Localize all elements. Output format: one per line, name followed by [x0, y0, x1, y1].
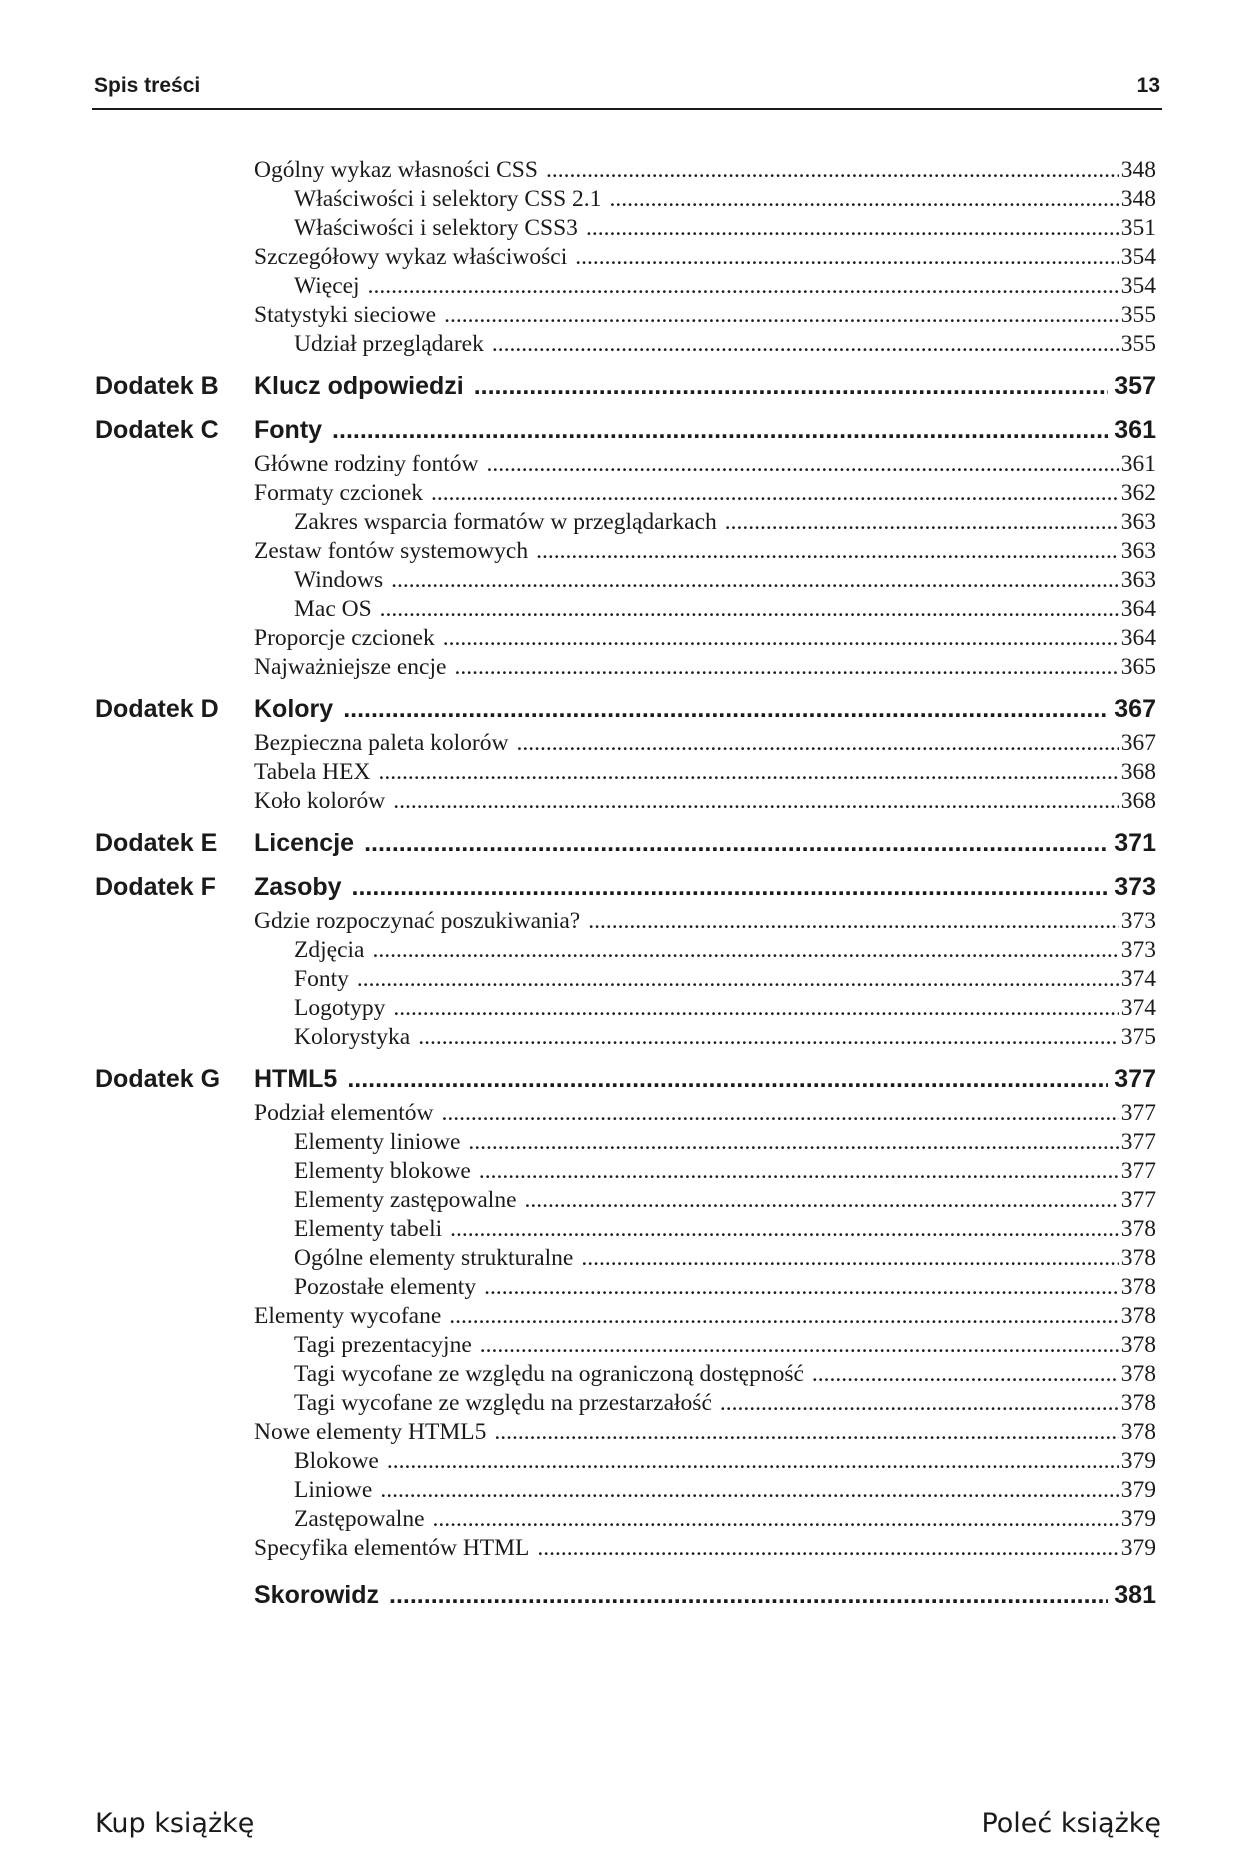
toc-entry-page: 355 — [1120, 302, 1156, 328]
dot-leader — [380, 595, 1119, 624]
dot-leader — [725, 508, 1119, 537]
dot-leader — [343, 693, 1108, 726]
toc-entry-title: Specyfika elementów HTML — [254, 1535, 530, 1561]
toc-entry-title: Zestaw fontów systemowych — [254, 538, 529, 564]
toc-entry-page: 371 — [1114, 829, 1156, 857]
toc-entry-title: Formaty czcionek — [254, 480, 424, 506]
dot-leader — [516, 729, 1118, 758]
toc-entry-page: 364 — [1120, 625, 1156, 651]
dot-leader — [575, 243, 1119, 272]
toc-entry-title: Mac OS — [294, 596, 372, 622]
dot-leader — [443, 624, 1119, 653]
toc-entry — [254, 624, 1156, 653]
dot-leader — [546, 156, 1119, 185]
table-of-contents — [0, 156, 1244, 1615]
toc-entry — [294, 1476, 1156, 1505]
toc-entry-page: 355 — [1120, 331, 1156, 357]
dot-leader — [431, 479, 1119, 508]
section-title: Spis treści — [94, 74, 201, 97]
toc-entry-title: Zakres wsparcia formatów w przeglądarkach — [294, 509, 717, 535]
toc-entry — [294, 1157, 1156, 1186]
toc-entry — [254, 1099, 1156, 1128]
dot-leader — [364, 827, 1108, 860]
toc-index-entry — [0, 1579, 1156, 1612]
toc-entry-title: Elementy blokowe — [294, 1158, 471, 1184]
toc-entry-title: Bezpieczna paleta kolorów — [254, 730, 509, 756]
toc-entry-title: Nowe elementy HTML5 — [254, 1419, 487, 1445]
toc-entry — [294, 1447, 1156, 1476]
toc-entry-title: Główne rodziny fontów — [254, 451, 479, 477]
toc-entry-page: 361 — [1114, 416, 1156, 444]
toc-entry-title: Statystyki sieciowe — [254, 302, 437, 328]
buy-book-link[interactable]: Kup książkę — [95, 1808, 255, 1839]
dot-leader — [468, 1128, 1118, 1157]
toc-entry-page: 378 — [1120, 1332, 1156, 1358]
toc-entry-page: 368 — [1120, 788, 1156, 814]
dot-leader — [393, 787, 1119, 816]
toc-entry-page: 373 — [1114, 873, 1156, 901]
toc-entry — [294, 1505, 1156, 1534]
toc-entry-title: Tabela HEX — [254, 759, 371, 785]
toc-entry-page: 377 — [1120, 1100, 1156, 1126]
toc-entry-title: Zastępowalne — [294, 1506, 425, 1532]
dot-leader — [389, 1579, 1108, 1612]
toc-entry — [254, 1534, 1156, 1563]
toc-entry — [294, 185, 1156, 214]
toc-entry-title: Ogólny wykaz własności CSS — [254, 157, 538, 183]
dot-leader — [494, 1418, 1118, 1447]
toc-entry-title: Pozostałe elementy — [294, 1274, 477, 1300]
toc-entry-page: 377 — [1114, 1065, 1156, 1093]
dot-leader — [372, 936, 1118, 965]
footer — [95, 1808, 1161, 1842]
toc-chapter-label: Dodatek C — [95, 416, 219, 444]
toc-entry-page: 379 — [1120, 1448, 1156, 1474]
toc-entry-page: 373 — [1120, 908, 1156, 934]
toc-entry — [294, 1273, 1156, 1302]
toc-entry-title: Podział elementów — [254, 1100, 434, 1126]
toc-entry — [294, 1186, 1156, 1215]
toc-chapter — [0, 827, 1156, 860]
toc-entry-page: 375 — [1120, 1024, 1156, 1050]
toc-entry-title: Szczegółowy wykaz właściwości — [254, 244, 568, 270]
dot-leader — [474, 370, 1109, 403]
toc-entry-page: 378 — [1120, 1303, 1156, 1329]
toc-entry-page: 381 — [1114, 1581, 1156, 1609]
toc-entry — [294, 1360, 1156, 1389]
toc-entry-page: 379 — [1120, 1535, 1156, 1561]
toc-entry — [294, 1331, 1156, 1360]
toc-entry — [254, 479, 1156, 508]
dot-leader — [387, 1447, 1119, 1476]
dot-leader — [433, 1505, 1119, 1534]
toc-entry-title: Elementy wycofane — [254, 1303, 442, 1329]
toc-entry-page: 378 — [1120, 1419, 1156, 1445]
toc-chapter-label: Dodatek F — [95, 873, 216, 901]
toc-entry-page: 348 — [1120, 186, 1156, 212]
toc-entry — [294, 566, 1156, 595]
toc-entry — [294, 595, 1156, 624]
dot-leader — [581, 1244, 1118, 1273]
toc-entry-page: 378 — [1120, 1361, 1156, 1387]
toc-entry-title: Liniowe — [294, 1477, 373, 1503]
dot-leader — [484, 1273, 1119, 1302]
toc-entry-title: Właściwości i selektory CSS 2.1 — [294, 186, 602, 212]
toc-chapter-label: Dodatek B — [95, 372, 219, 400]
toc-entry-page: 377 — [1120, 1187, 1156, 1213]
toc-entry — [294, 936, 1156, 965]
toc-entry — [294, 1389, 1156, 1418]
toc-chapter-label: Dodatek D — [95, 695, 219, 723]
toc-entry-title: Klucz odpowiedzi — [254, 372, 464, 400]
toc-entry-page: 379 — [1120, 1506, 1156, 1532]
dot-leader — [479, 1157, 1119, 1186]
dot-leader — [480, 1331, 1119, 1360]
toc-entry — [294, 994, 1156, 1023]
toc-entry-page: 374 — [1120, 995, 1156, 1021]
toc-entry-page: 367 — [1120, 730, 1156, 756]
running-header — [92, 72, 1162, 110]
toc-entry-title: Elementy zastępowalne — [294, 1187, 517, 1213]
toc-entry-title: Fonty — [294, 966, 349, 992]
toc-entry — [254, 758, 1156, 787]
dot-leader — [393, 994, 1118, 1023]
toc-entry-page: 368 — [1120, 759, 1156, 785]
recommend-book-link[interactable]: Poleć książkę — [981, 1808, 1161, 1839]
dot-leader — [588, 907, 1119, 936]
dot-leader — [720, 1389, 1119, 1418]
toc-entry — [294, 1215, 1156, 1244]
toc-entry-title: Tagi prezentacyjne — [294, 1332, 472, 1358]
dot-leader — [357, 965, 1119, 994]
dot-leader — [487, 450, 1119, 479]
toc-entry-page: 365 — [1120, 654, 1156, 680]
toc-entry — [254, 907, 1156, 936]
toc-chapter-label: Dodatek G — [95, 1065, 221, 1093]
dot-leader — [418, 1023, 1119, 1052]
dot-leader — [378, 758, 1118, 787]
dot-leader — [380, 1476, 1118, 1505]
toc-entry-page: 378 — [1120, 1216, 1156, 1242]
toc-entry — [254, 156, 1156, 185]
dot-leader — [368, 272, 1119, 301]
toc-entry — [294, 965, 1156, 994]
toc-entry-page: 367 — [1114, 695, 1156, 723]
dot-leader — [449, 1302, 1118, 1331]
dot-leader — [525, 1186, 1119, 1215]
toc-entry-title: Kolorystyka — [294, 1024, 411, 1050]
toc-entry-page: 363 — [1120, 509, 1156, 535]
toc-chapter — [0, 1063, 1156, 1096]
toc-entry-page: 378 — [1120, 1274, 1156, 1300]
dot-leader — [450, 1215, 1119, 1244]
toc-entry — [294, 1244, 1156, 1273]
toc-entry-title: Gdzie rozpoczynać poszukiwania? — [254, 908, 581, 934]
toc-chapter — [0, 370, 1156, 403]
toc-entry-title: Elementy tabeli — [294, 1216, 443, 1242]
toc-entry-page: 377 — [1120, 1129, 1156, 1155]
toc-entry-title: Proporcje czcionek — [254, 625, 435, 651]
toc-entry-title: Fonty — [254, 416, 323, 444]
toc-entry-page: 354 — [1120, 273, 1156, 299]
toc-entry-title: Blokowe — [294, 1448, 379, 1474]
toc-entry-title: Najważniejsze encje — [254, 654, 447, 680]
toc-entry — [254, 243, 1156, 272]
dot-leader — [812, 1360, 1119, 1389]
dot-leader — [441, 1099, 1118, 1128]
toc-entry-page: 351 — [1120, 215, 1156, 241]
toc-entry-title: HTML5 — [254, 1065, 338, 1093]
toc-entry — [254, 301, 1156, 330]
toc-entry-page: 361 — [1120, 451, 1156, 477]
toc-entry — [294, 214, 1156, 243]
toc-entry-title: Elementy liniowe — [294, 1129, 461, 1155]
toc-entry — [294, 1128, 1156, 1157]
toc-entry — [254, 1302, 1156, 1331]
toc-entry — [294, 1023, 1156, 1052]
toc-entry-page: 348 — [1120, 157, 1156, 183]
toc-entry-title: Zdjęcia — [294, 937, 365, 963]
toc-entry-page: 363 — [1120, 538, 1156, 564]
dot-leader — [586, 214, 1119, 243]
toc-entry — [254, 537, 1156, 566]
toc-entry-title: Windows — [294, 567, 384, 593]
dot-leader — [609, 185, 1118, 214]
toc-entry — [254, 729, 1156, 758]
toc-entry-page: 377 — [1120, 1158, 1156, 1184]
toc-entry-title: Więcej — [294, 273, 360, 299]
toc-entry-page: 378 — [1120, 1390, 1156, 1416]
toc-entry-page: 373 — [1120, 937, 1156, 963]
toc-entry-title: Ogólne elementy strukturalne — [294, 1245, 574, 1271]
toc-entry-page: 364 — [1120, 596, 1156, 622]
toc-entry — [254, 1418, 1156, 1447]
toc-chapter — [0, 414, 1156, 447]
toc-entry — [294, 272, 1156, 301]
dot-leader — [454, 653, 1118, 682]
dot-leader — [352, 871, 1109, 904]
toc-chapter-label: Dodatek E — [95, 829, 218, 857]
dot-leader — [536, 537, 1119, 566]
toc-entry-title: Koło kolorów — [254, 788, 386, 814]
toc-entry-page: 378 — [1120, 1245, 1156, 1271]
toc-chapter — [0, 693, 1156, 726]
toc-entry-title: Właściwości i selektory CSS3 — [294, 215, 578, 241]
toc-entry-title: Kolory — [254, 695, 334, 723]
toc-entry-title: Licencje — [254, 829, 355, 857]
dot-leader — [332, 414, 1108, 447]
toc-entry-title: Tagi wycofane ze względu na ograniczoną dostępność — [294, 1361, 804, 1387]
dot-leader — [537, 1534, 1118, 1563]
toc-entry-page: 354 — [1120, 244, 1156, 270]
dot-leader — [444, 301, 1119, 330]
toc-entry-page: 374 — [1120, 966, 1156, 992]
toc-entry — [294, 508, 1156, 537]
dot-leader — [391, 566, 1119, 595]
toc-chapter — [0, 871, 1156, 904]
toc-entry — [254, 450, 1156, 479]
toc-entry-page: 362 — [1120, 480, 1156, 506]
toc-entry — [254, 787, 1156, 816]
page-number: 13 — [1136, 74, 1160, 97]
toc-entry-title: Udział przeglądarek — [294, 331, 484, 357]
toc-entry-title: Skorowidz — [254, 1581, 380, 1609]
toc-entry-title: Logotypy — [294, 995, 386, 1021]
toc-entry-title: Tagi wycofane ze względu na przestarzałość — [294, 1390, 712, 1416]
toc-entry-page: 363 — [1120, 567, 1156, 593]
toc-entry — [294, 330, 1156, 359]
toc-entry-page: 357 — [1114, 372, 1156, 400]
dot-leader — [492, 330, 1119, 359]
dot-leader — [347, 1063, 1108, 1096]
toc-entry-page: 379 — [1120, 1477, 1156, 1503]
toc-entry — [254, 653, 1156, 682]
toc-entry-title: Zasoby — [254, 873, 342, 901]
